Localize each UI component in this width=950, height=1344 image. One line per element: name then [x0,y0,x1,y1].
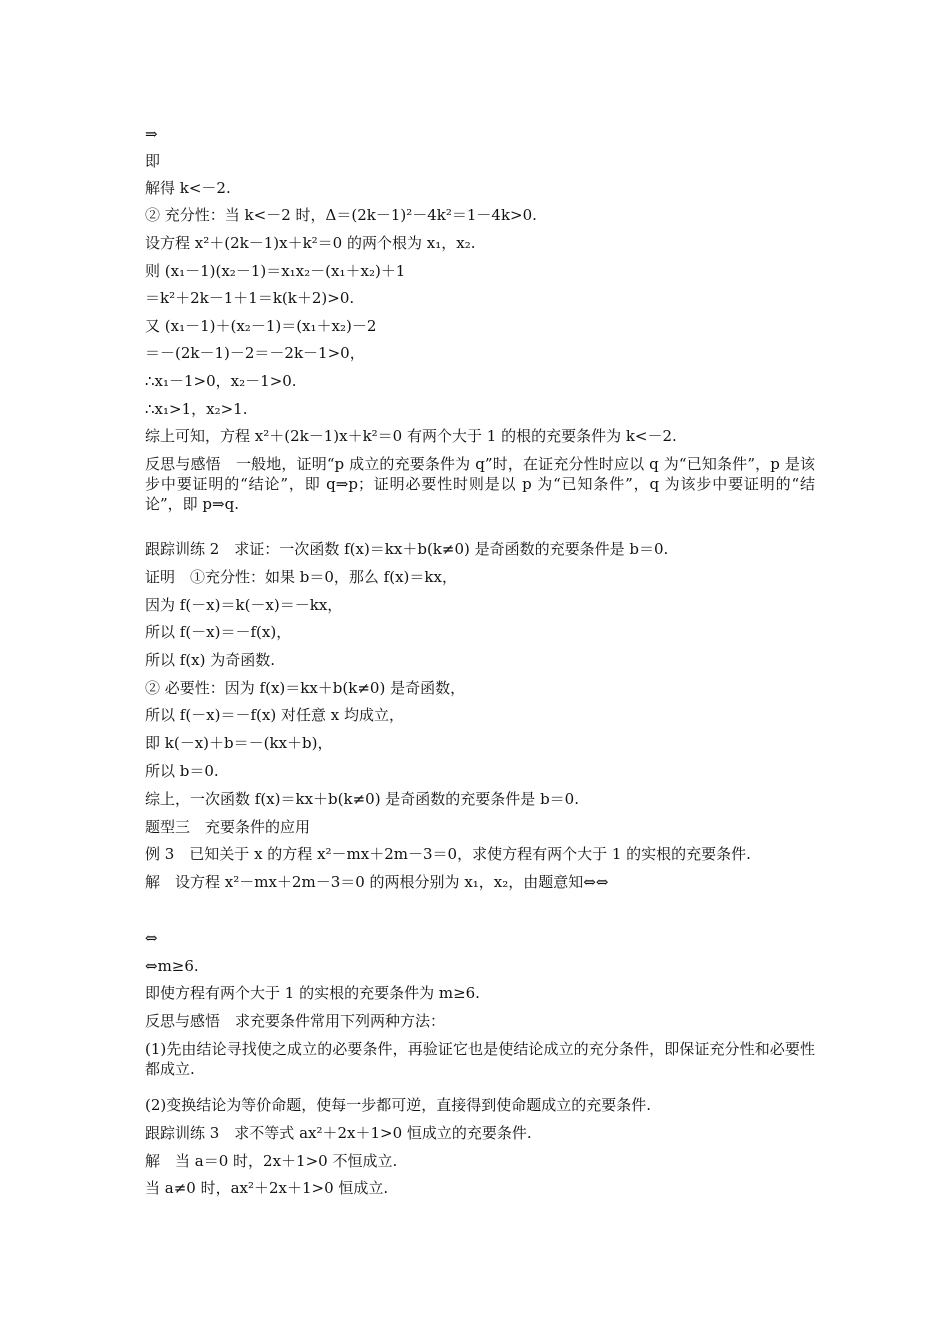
text-line-equation: 即 k(－x)＋b＝－(kx＋b)， [145,734,333,752]
text-line-therefore-1: ∴x₁－1>0，x₂－1>0. [145,372,297,390]
text-line-solution: 解 设方程 x²－mx＋2m－3＝0 的两根分别为 x₁，x₂，由题意知⇔⇔ [145,873,609,891]
text-paragraph-reflection-1: 反思与感悟 一般地，证明“p 成立的充要条件为 q”时，在证充分性时应以 q 为“已知条件”，p 是该步中要证明的“结论”，即 q⇒p；证明必要性时则是以 p 为“已知条件”，q 为该步中要证明的“结论”，即 p⇒q. [145,455,815,513]
text-line-b-zero: 所以 b＝0. [145,762,219,780]
text-line-proof: 证明 ①充分性：如果 b＝0，那么 f(x)＝kx， [145,568,457,586]
text-line-solve-k: 解得 k<－2. [145,179,231,197]
text-line-conclusion: 综上可知，方程 x²＋(2k－1)x＋k²＝0 有两个大于 1 的根的充要条件为 k<－2. [145,427,677,445]
text-line-so-2: 所以 f(－x)＝－f(x) 对任意 x 均成立， [145,706,404,724]
text-line-odd-function: 所以 f(x) 为奇函数. [145,651,276,669]
section-heading-type-3: 题型三 充要条件的应用 [145,818,311,836]
text-line-iff: ⇔ [145,929,158,947]
text-line-exercise-2: 跟踪训练 2 求证：一次函数 f(x)＝kx＋b(k≠0) 是奇函数的充要条件是 b＝0. [145,540,669,558]
text-line-summary: 综上，一次函数 f(x)＝kx＋b(k≠0) 是奇函数的充要条件是 b＝0. [145,790,579,808]
text-line-case-a-nonzero: 当 a≠0 时，ax²＋2x＋1>0 恒成立. [145,1179,389,1197]
text-line-method-2: (2)变换结论为等价命题，使每一步都可逆，直接得到使命题成立的充要条件. [145,1096,652,1114]
text-line-therefore-2: ∴x₁>1，x₂>1. [145,400,248,418]
text-line-sum-result: ＝－(2k－1)－2＝－2k－1>0， [145,344,365,362]
text-paragraph-method-1: (1)先由结论寻找使之成立的必要条件，再验证它也是使结论成立的充分条件，即保证充分性和必要性都成立. [145,1040,815,1078]
text-line-exercise-3: 跟踪训练 3 求不等式 ax²＋2x＋1>0 恒成立的充要条件. [145,1124,532,1142]
text-line-answer: 即使方程有两个大于 1 的实根的充要条件为 m≥6. [145,984,480,1002]
text-line-roots: 设方程 x²＋(2k－1)x＋k²＝0 的两个根为 x₁，x₂. [145,234,476,252]
text-line-case-a-zero: 解 当 a＝0 时，2x＋1>0 不恒成立. [145,1152,398,1170]
text-line-product: 则 (x₁－1)(x₂－1)＝x₁x₂－(x₁＋x₂)＋1 [145,262,406,280]
text-line-ji: 即 [145,152,161,170]
text-line-implies: ⇒ [145,125,158,143]
text-line-sum: 又 (x₁－1)＋(x₂－1)＝(x₁＋x₂)－2 [145,317,377,335]
text-line-example-3: 例 3 已知关于 x 的方程 x²－mx＋2m－3＝0，求使方程有两个大于 1 的实根的充要条件. [145,845,751,863]
text-line-because: 因为 f(－x)＝k(－x)＝－kx， [145,596,343,614]
text-line-sufficiency: ② 充分性：当 k<－2 时，Δ＝(2k－1)²－4k²＝1－4k>0. [145,206,537,224]
text-line-reflection-2: 反思与感悟 求充要条件常用下列两种方法： [145,1012,446,1030]
text-line-so-1: 所以 f(－x)＝－f(x)， [145,623,292,641]
text-line-m-result: ⇔m≥6. [145,957,199,975]
text-line-product-result: ＝k²＋2k－1＋1＝k(k＋2)>0. [145,289,355,307]
text-line-necessity: ② 必要性：因为 f(x)＝kx＋b(k≠0) 是奇函数， [145,679,466,697]
